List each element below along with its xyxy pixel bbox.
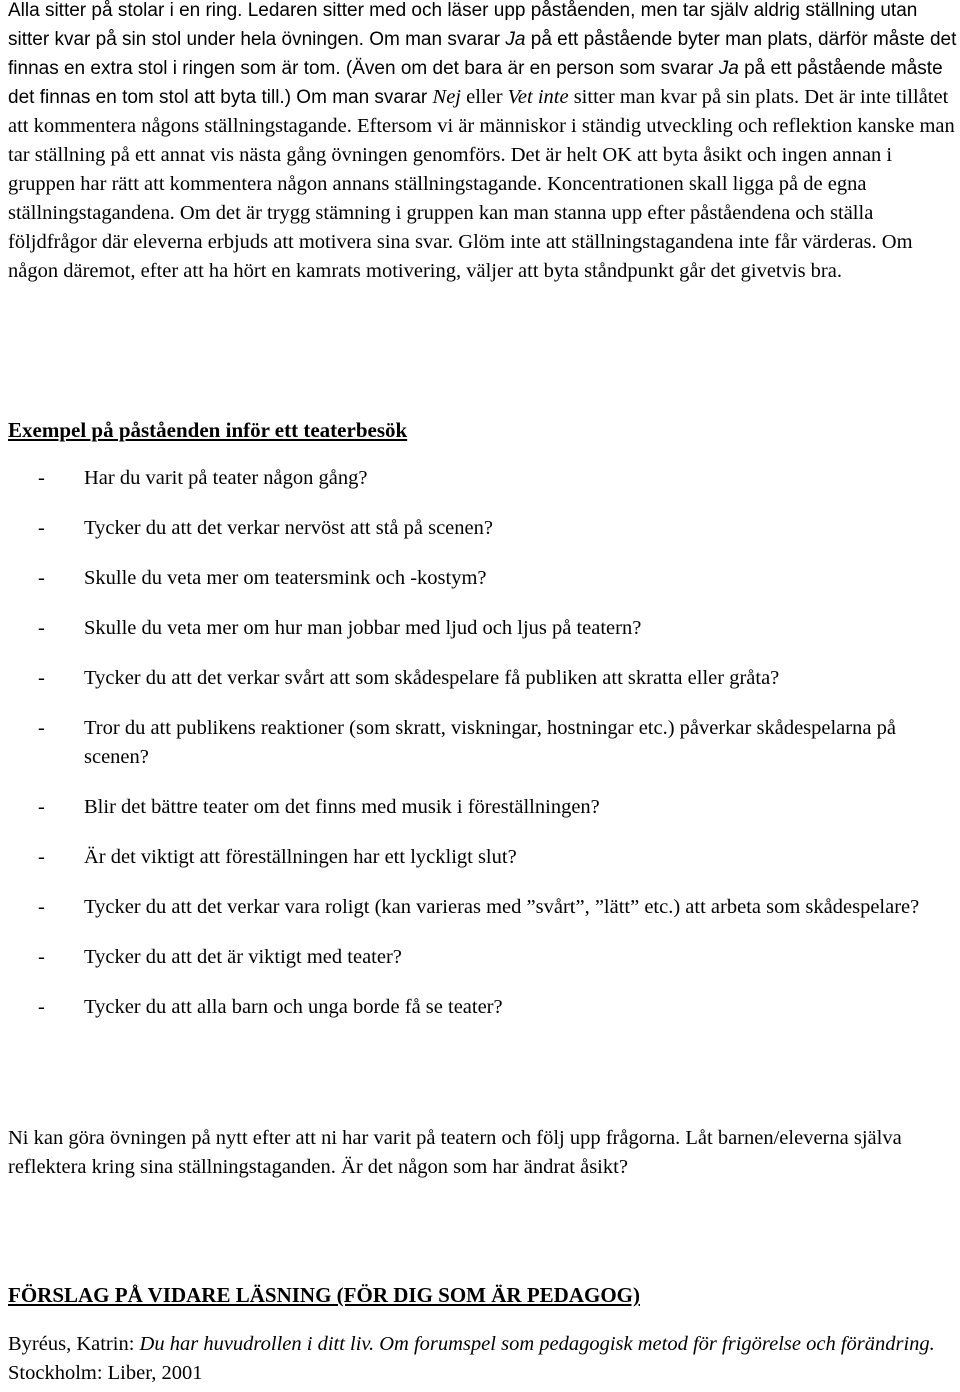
list-item (8, 614, 948, 643)
list-dash: - (38, 467, 45, 489)
intro-text-5: eller (460, 86, 508, 108)
list-item-text: Tycker du att det verkar nervöst att stå på scenen? (84, 517, 493, 539)
list-item (8, 893, 948, 922)
list-item (8, 793, 948, 822)
reference-entry (8, 1330, 948, 1388)
list-item-text: Tycker du att det verkar svårt att som skådespelare få publiken att skratta eller gråta? (84, 667, 780, 689)
list-item-text: Skulle du veta mer om teatersmink och -kostym? (84, 567, 487, 589)
reference-author: Byréus, Katrin: (8, 1333, 140, 1355)
list-item-text: Tycker du att alla barn och unga borde få se teater? (84, 996, 503, 1018)
list-item (8, 514, 948, 543)
list-dash: - (38, 667, 45, 689)
list-item-text: Har du varit på teater någon gång? (84, 467, 368, 489)
list-item-text: Tror du att publikens reaktioner (som skratt, viskningar, hostningar etc.) påverkar skådespelarna på scenen? (84, 717, 896, 768)
intro-nej: Nej (432, 86, 461, 108)
intro-text-4: Om man svarar (291, 87, 433, 108)
list-item (8, 943, 948, 972)
intro-ja-2: Ja (718, 58, 739, 79)
list-dash: - (38, 567, 45, 589)
intro-ja-1: Ja (505, 29, 526, 50)
list-dash: - (38, 717, 45, 739)
reference-publisher: Stockholm: Liber, 2001 (8, 1362, 203, 1384)
examples-list (8, 464, 948, 1043)
intro-text-7: Eftersom vi är människor i ständig utveckling och reflektion kanske man tar ställning på ett annat vis nästa gång övningen genomförs. Det är helt OK att byta åsikt och ingen annan i gruppen har rätt att kommentera någon annans ställningstagande. Koncentrationen skall ligga på de egna ställningstagandena. Om det är trygg stämning i gruppen kan man stanna upp efter påståendena och ställa följdfrågor där eleverna erbjuds att motivera sina svar. Glöm inte att ställningstagandena inte får värderas. Om någon däremot, efter att ha hört en kamrats motivering, väljer att byta ståndpunkt går det givetvis bra. (8, 115, 955, 282)
intro-text-3: på ett påstående måste det finnas en tom stol att byta till.) (8, 58, 943, 108)
list-item-text: Blir det bättre teater om det finns med musik i föreställningen? (84, 796, 600, 818)
list-item (8, 843, 948, 872)
list-dash: - (38, 617, 45, 639)
list-dash: - (38, 796, 45, 818)
intro-vet-inte: Vet inte (507, 86, 569, 108)
list-item-text: Är det viktigt att föreställningen har ett lyckligt slut? (84, 846, 517, 868)
reference-title: Du har huvudrollen i ditt liv. Om forumspel som pedagogisk metod för frigörelse och förändring. (139, 1333, 935, 1355)
list-dash: - (38, 996, 45, 1018)
reading-heading: FÖRSLAG PÅ VIDARE LÄSNING (FÖR DIG SOM ÄR PEDAGOG) (8, 1283, 640, 1307)
list-dash: - (38, 846, 45, 868)
list-item (8, 993, 948, 1022)
list-item (8, 714, 948, 772)
outro-paragraph: Ni kan göra övningen på nytt efter att ni har varit på teatern och följ upp frågorna. Låt barnen/eleverna själva reflektera kring sina ställningstaganden. Är det någon som har ändrat åsikt? (8, 1127, 902, 1178)
examples-heading: Exempel på påståenden inför ett teaterbesök (8, 418, 408, 442)
list-item-text: Skulle du veta mer om hur man jobbar med ljud och ljus på teatern? (84, 617, 642, 639)
list-item-text: Tycker du att det är viktigt med teater? (84, 946, 402, 968)
list-item-text: Tycker du att det verkar vara roligt (kan varieras med ”svårt”, ”lätt” etc.) att arbeta som skådespelare? (84, 896, 920, 918)
list-dash: - (38, 517, 45, 539)
list-item (8, 564, 948, 593)
list-dash: - (38, 896, 45, 918)
list-item (8, 664, 948, 693)
list-item (8, 464, 948, 493)
intro-text-1: Alla sitter på stolar i en ring. Ledaren sitter med och läser upp påståenden, men tar själv aldrig ställning utan sitter kvar på sin stol under hela övningen. Om man svarar (8, 0, 918, 50)
intro-text-2: på ett påstående byter man plats, därför måste det finnas en extra stol i ringen som är tom. (Även om det bara är en person som svarar (8, 29, 957, 79)
list-dash: - (38, 946, 45, 968)
intro-text-6: sitter man kvar på sin plats. Det är inte tillåtet att kommentera någons ställningstagande. (8, 86, 949, 137)
intro-paragraph (8, 0, 958, 286)
